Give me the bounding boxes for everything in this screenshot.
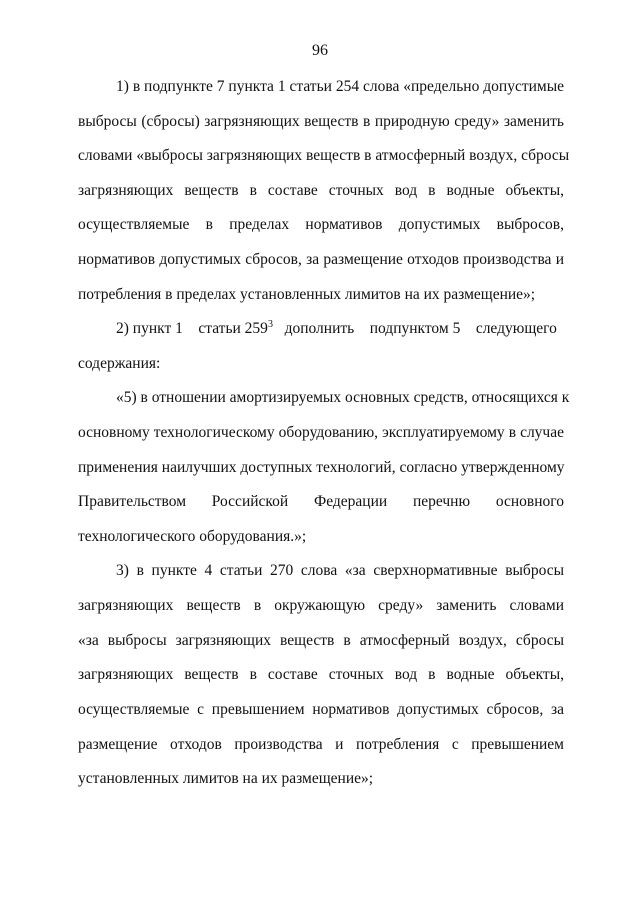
- item3-line: 3) в пункте 4 статьи 270 слова «за сверхнормативные выбросы: [116, 562, 564, 579]
- item2-line: содержания:: [78, 355, 161, 372]
- item1-line: нормативов допустимых сбросов, за размещение отходов производства и: [78, 251, 564, 268]
- item3-line: загрязняющих веществ в окружающую среду» заменить словами: [78, 597, 564, 614]
- item2-text-b: дополнить подпунктом 5 следующего: [272, 320, 557, 337]
- item3-line: «за выбросы загрязняющих веществ в атмосферный воздух, сбросы: [78, 632, 564, 649]
- item1-line: осуществляемые в пределах нормативов допустимых выбросов,: [78, 216, 564, 233]
- item1-line: словами «выбросы загрязняющих веществ в атмосферный воздух, сбросы: [78, 147, 570, 164]
- page-number: 96: [312, 42, 328, 59]
- item1-line: выбросы (сбросы) загрязняющих веществ в природную среду» заменить: [78, 113, 564, 130]
- item3-line: размещение отходов производства и потребления с превышением: [78, 736, 564, 753]
- quote-line: «5) в отношении амортизируемых основных средств, относящихся к: [116, 389, 570, 406]
- item3-line: осуществляемые с превышением нормативов допустимых сбросов, за: [78, 701, 564, 718]
- item2-line: [116, 319, 564, 339]
- quote-line: Правительством Российской Федерации перечню основного: [78, 493, 564, 510]
- item2-superscript: 3: [267, 319, 273, 330]
- item3-line: установленных лимитов на их размещение»;: [78, 770, 374, 787]
- item2-text-a: 2) пункт 1 статьи 259: [116, 320, 268, 337]
- quote-line: применения наилучших доступных технологий, согласно утвержденному: [78, 459, 565, 476]
- item3-line: загрязняющих веществ в составе сточных вод в водные объекты,: [78, 666, 564, 683]
- item1-line: загрязняющих веществ в составе сточных вод в водные объекты,: [78, 182, 564, 199]
- quote-line: основному технологическому оборудованию, эксплуатируемому в случае: [78, 424, 564, 441]
- item1-line: 1) в подпункте 7 пункта 1 статьи 254 слова «предельно допустимые: [116, 78, 564, 95]
- quote-line: технологического оборудования.»;: [78, 528, 307, 545]
- item1-line: потребления в пределах установленных лимитов на их размещение»;: [78, 286, 536, 303]
